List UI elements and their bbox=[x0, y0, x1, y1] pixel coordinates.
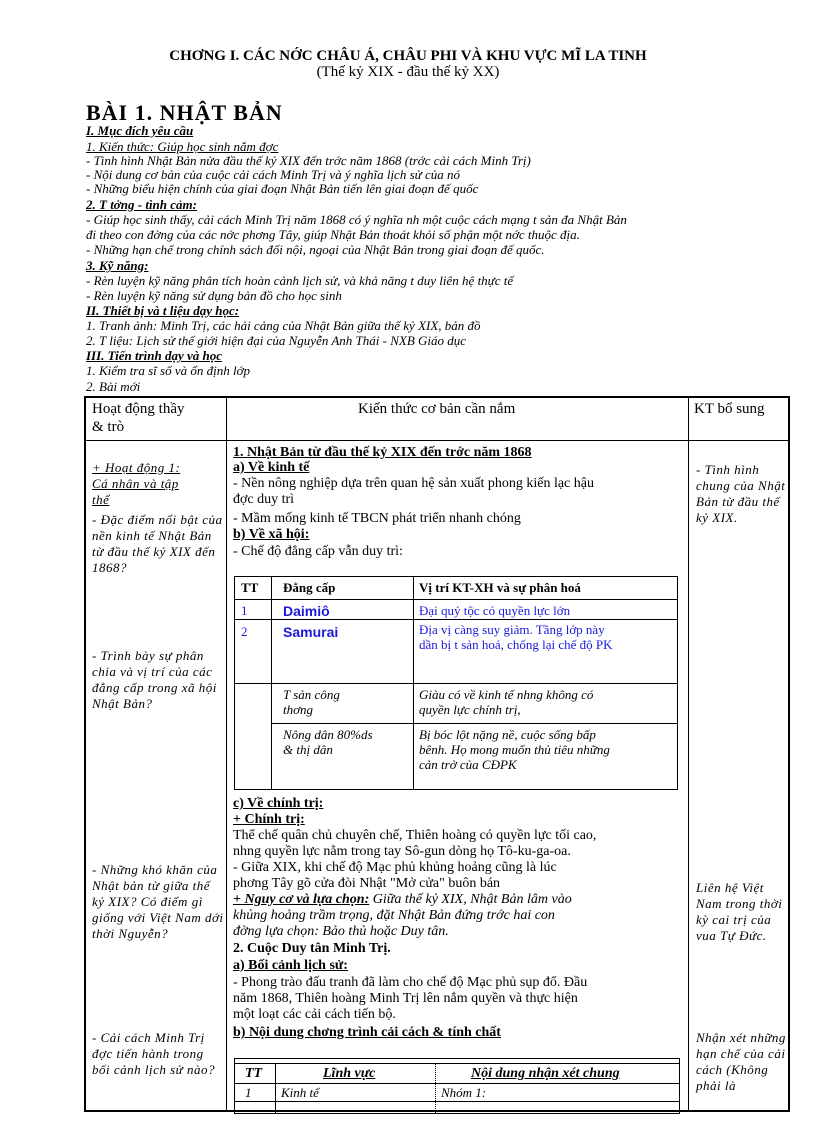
tt-item-1b: đi theo con đờng của các nớc phơng Tây, giúp Nhật Bản thoát khỏi số phận một nớc thuộc địa. bbox=[86, 227, 580, 242]
thiet-bi-heading: II. Thiết bị và t liệu dạy học: bbox=[86, 303, 240, 318]
boi-canh-heading: a) Bối cảnh lịch sử: bbox=[233, 958, 348, 973]
note-lien-he: Liên hệ Việt Nam trong thời kỳ cai trị của vua Tự Đức. bbox=[696, 880, 783, 943]
tu-tuong-heading: 2. T tởng - tình cảm: bbox=[86, 197, 197, 212]
chinh-tri-sub: + Chính trị: bbox=[233, 812, 305, 827]
xa-hoi-1: - Chế độ đẳng cấp vẫn duy trì: bbox=[233, 544, 403, 559]
col-divider-1 bbox=[226, 398, 227, 1110]
chinh-tri-heading: c) Về chính trị: bbox=[233, 796, 324, 811]
header-kt-bo-sung: KT bổ sung bbox=[694, 401, 765, 417]
reform-row-1-tt: 1 bbox=[245, 1085, 252, 1100]
caste-row-3-desc: Giàu có về kinh tế nhng không có quyền lực chính trị, bbox=[419, 687, 594, 717]
section-muc-dich: I. Mục đích yêu cầu bbox=[86, 123, 194, 138]
caste-head-name: Đẳng cấp bbox=[283, 580, 336, 595]
kinh-te-1: - Nền nông nghiệp dựa trên quan hệ sản xuất phong kiến lạc hậu bbox=[233, 476, 594, 491]
tb-item-1: 1. Tranh ảnh: Minh Trị, các hải cảng của Nhật Bản giữa thế kỷ XIX, bản đồ bbox=[86, 318, 481, 333]
kien-thuc-heading: 1. Kiến thức: Giúp học sinh nắm đợc bbox=[86, 139, 279, 154]
noi-dung-heading: b) Nội dung chơng trình cải cách & tính chất bbox=[233, 1025, 501, 1040]
caste-row-2-desc: Địa vị càng suy giảm. Tầng lớp này dần bị t sản hoá, chống lại chế độ PK bbox=[419, 622, 613, 652]
lesson-table bbox=[84, 396, 790, 1112]
tr-item-2: 2. Bài mới bbox=[86, 379, 141, 394]
kt-item-2: - Nội dung cơ bản của cuộc cải cách Minh Trị và ý nghĩa lịch sử của nó bbox=[86, 167, 460, 182]
xa-hoi-heading: b) Về xã hội: bbox=[233, 527, 310, 542]
question-dang-cap: - Trình bày sự phân chia và vị trí của các đẳng cấp trong xã hội Nhật Bản? bbox=[92, 648, 217, 711]
caste-head-desc: Vị trí KT-XH và sự phân hoá bbox=[419, 580, 581, 595]
caste-table bbox=[234, 576, 678, 790]
header-kien-thuc: Kiến thức cơ bản cần nắm bbox=[358, 401, 516, 417]
section-1-heading: 1. Nhật Bản từ đầu thế kỷ XIX đến trớc năm 1868 bbox=[233, 445, 532, 460]
header-divider bbox=[86, 440, 788, 441]
kinh-te-heading: a) Về kinh tế bbox=[233, 460, 310, 475]
tt-item-2: - Những hạn chế trong chính sách đối nội, ngoại của Nhật Bản trong giai đoạn đế quốc. bbox=[86, 242, 545, 257]
reform-row-1-content: Nhóm 1: bbox=[441, 1085, 487, 1100]
hoat-dong-1: + Hoạt động 1: Cá nhân và tập thể bbox=[92, 460, 181, 507]
kt-item-1: - Tình hình Nhật Bản nửa đầu thế kỷ XIX đến trớc năm 1868 (trớc cải cách Minh Trị) bbox=[86, 153, 531, 168]
boi-canh-1: - Phong trào đấu tranh đã làm cho chế độ Mạc phủ sụp đổ. Đầu bbox=[233, 975, 588, 990]
chinh-tri-1b: nhng quyền lực nằm trong tay Sô-gun dòng họ Tô-ku-ga-oa. bbox=[233, 844, 571, 859]
caste-row-1-tt: 1 bbox=[241, 603, 248, 618]
caste-row-4-desc: Bị bóc lột nặng nề, cuộc sống bấp bênh. Họ mong muốn thủ tiêu những cản trở của CĐPK bbox=[419, 727, 610, 772]
caste-head-tt: TT bbox=[241, 580, 259, 595]
note-han-che: Nhận xét những hạn chế của cải cách (Không phải là bbox=[696, 1030, 786, 1093]
caste-row-2-name: Samurai bbox=[283, 624, 339, 640]
question-cai-cach: - Cải cách Minh Trị đợc tiến hành trong bối cảnh lịch sử nào? bbox=[92, 1030, 216, 1077]
note-tinh-hinh: - Tình hình chung của Nhật Bản từ đầu thế kỷ XIX. bbox=[696, 462, 786, 525]
chapter-title: CHƠNG I. CÁC NỚC CHÂU Á, CHÂU PHI VÀ KHU VỰC MĨ LA TINH bbox=[169, 48, 647, 64]
lesson-title: BÀI 1. NHẬT BẢN bbox=[86, 100, 283, 125]
tien-trinh-heading: III. Tiến trình dạy và học bbox=[86, 348, 223, 363]
caste-row-3-name: T sản công thơng bbox=[283, 687, 340, 717]
tb-item-2: 2. T liệu: Lịch sử thế giới hiện đại của Nguyễn Anh Thái - NXB Giáo dục bbox=[86, 333, 467, 348]
kt-item-3: - Những biểu hiện chính của giai đoạn Nhật Bản tiến lên giai đoạn đế quốc bbox=[86, 181, 479, 196]
chinh-tri-2b: phơng Tây gõ cửa đòi Nhật "Mở cửa" buôn bán bbox=[233, 876, 501, 891]
caste-row-4-name: Nông dân 80%ds & thị dân bbox=[283, 727, 373, 757]
chinh-tri-1: Thể chế quân chủ chuyên chế, Thiên hoàng có quyền lực tối cao, bbox=[233, 828, 597, 843]
kinh-te-1b: đợc duy trì bbox=[233, 492, 295, 507]
chinh-tri-2: - Giữa XIX, khi chế độ Mạc phủ khủng hoảng cũng là lúc bbox=[233, 860, 557, 875]
question-kinh-te: - Đặc điểm nổi bật của nền kinh tế Nhật Bản từ đầu thế kỷ XIX đến 1868? bbox=[92, 512, 223, 575]
kn-item-1: - Rèn luyện kỹ năng phân tích hoàn cảnh lịch sử, và khả năng t duy liên hệ thực tế bbox=[86, 273, 514, 288]
tr-item-1: 1. Kiểm tra sĩ số và ổn định lớp bbox=[86, 363, 251, 378]
kinh-te-2: - Mầm mống kinh tế TBCN phát triển nhanh chóng bbox=[233, 511, 521, 526]
kn-item-2: - Rèn luyện kỹ năng sử dụng bản đồ cho học sinh bbox=[86, 288, 342, 303]
chapter-subtitle: (Thế kỷ XIX - đầu thế kỷ XX) bbox=[316, 64, 500, 80]
reform-head-tt: TT bbox=[245, 1066, 263, 1081]
ky-nang-heading: 3. Kỹ năng: bbox=[86, 258, 149, 273]
nguy-co-c: đờng lựa chọn: Bảo thủ hoặc Duy tân. bbox=[233, 924, 449, 939]
reform-row-1-field: Kinh tế bbox=[281, 1085, 319, 1100]
reform-head-field: Lĩnh vực bbox=[323, 1066, 376, 1081]
reform-table bbox=[234, 1058, 680, 1114]
caste-row-1-desc: Đại quý tộc có quyền lực lớn bbox=[419, 603, 571, 618]
boi-canh-1c: một loạt các cải cách tiến bộ. bbox=[233, 1007, 396, 1022]
section-2-heading: 2. Cuộc Duy tân Minh Trị. bbox=[233, 941, 391, 956]
boi-canh-1b: năm 1868, Thiên hoàng Minh Trị lên nắm quyền và thực hiện bbox=[233, 991, 578, 1006]
question-kho-khan: - Những khó khăn của Nhật bản từ giữa thế kỷ XIX? Có điểm gì giống với Việt Nam dới thời Nguyễn? bbox=[92, 862, 224, 941]
caste-row-1-name: Daimiô bbox=[283, 603, 330, 619]
nguy-co: + Nguy cơ và lựa chọn: Giữa thế kỷ XIX, Nhật Bản lâm vào bbox=[233, 892, 572, 907]
col-divider-2 bbox=[688, 398, 689, 1110]
tt-item-1: - Giúp học sinh thấy, cải cách Minh Trị năm 1868 có ý nghĩa nh một cuộc cách mạng t sản đa Nhật Bản bbox=[86, 212, 627, 227]
reform-head-content: Nội dung nhận xét chung bbox=[471, 1066, 620, 1081]
nguy-co-b: khủng hoảng trầm trọng, đặt Nhật Bản đứng trớc hai con bbox=[233, 908, 555, 923]
caste-row-2-tt: 2 bbox=[241, 624, 248, 639]
header-hoat-dong: Hoạt động thầy & trò bbox=[92, 401, 185, 435]
